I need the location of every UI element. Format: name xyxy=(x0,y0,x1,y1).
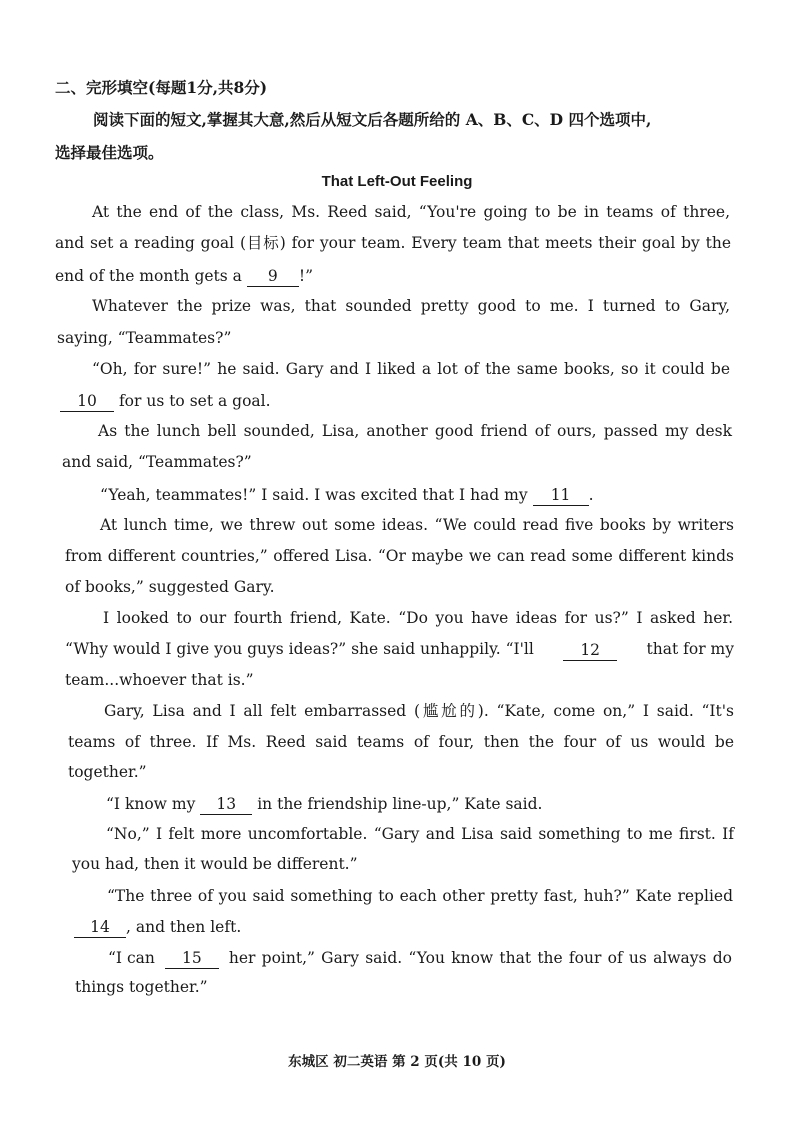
passage-line: team...whoever that is.” xyxy=(65,671,254,689)
passage-line: and said, “Teammates?” xyxy=(62,453,252,471)
section-heading: 二、完形填空(每题1分,共8分) xyxy=(55,78,268,97)
passage-line: At the end of the class, Ms. Reed said, “You're going to be in teams of three, xyxy=(92,203,730,221)
passage-line xyxy=(100,487,594,506)
passage-line xyxy=(74,919,241,938)
passage-line: “No,” I felt more uncomfortable. “Gary and Lisa said something to me first. If xyxy=(106,825,734,843)
passage-text: “Yeah, teammates!” I said. I was excited that I had my xyxy=(100,486,528,504)
passage-line: I looked to our fourth friend, Kate. “Do you have ideas for us?” I asked her. xyxy=(103,609,733,627)
passage-text: , and then left. xyxy=(126,918,242,936)
passage-text: “I know my xyxy=(106,795,196,813)
passage-text: end of the month gets a xyxy=(55,267,242,285)
blank-13[interactable]: 13 xyxy=(200,796,252,815)
passage-text: “I can xyxy=(108,949,155,967)
blank-12[interactable]: 12 xyxy=(563,642,617,661)
page-footer: 东城区 初二英语 第 2 页(共 10 页) xyxy=(288,1054,506,1070)
blank-10[interactable]: 10 xyxy=(60,393,114,412)
passage-line xyxy=(106,796,542,815)
passage-line xyxy=(108,950,732,969)
passage-text: !” xyxy=(298,267,314,285)
passage-line: and set a reading goal (目标) for your team. Every team that meets their goal by the xyxy=(55,234,731,252)
passage-line xyxy=(60,393,271,412)
blank-11[interactable]: 11 xyxy=(533,487,589,506)
passage-text: in the friendship line-up,” Kate said. xyxy=(257,795,543,813)
passage-text: . xyxy=(588,486,594,504)
passage-line: Gary, Lisa and I all felt embarrassed (尴尬的). “Kate, come on,” I said. “It's xyxy=(104,702,734,720)
passage-text: that for my xyxy=(646,640,734,658)
passage-line: As the lunch bell sounded, Lisa, another good friend of ours, passed my desk xyxy=(98,422,732,440)
passage-line: “Oh, for sure!” he said. Gary and I liked a lot of the same books, so it could be xyxy=(92,360,730,378)
passage-line: Whatever the prize was, that sounded pretty good to me. I turned to Gary, xyxy=(92,297,730,315)
passage-line xyxy=(55,268,313,287)
passage-line xyxy=(65,642,734,661)
blank-14[interactable]: 14 xyxy=(74,919,126,938)
instruction-line-2: 选择最佳选项。 xyxy=(55,143,164,162)
blank-15[interactable]: 15 xyxy=(165,950,219,969)
passage-text: “Why would I give you guys ideas?” she said unhappily. “I'll xyxy=(65,640,534,658)
blank-9[interactable]: 9 xyxy=(247,268,299,287)
passage-text: her point,” Gary said. “You know that the four of us always do xyxy=(228,949,732,967)
passage-line: things together.” xyxy=(75,978,208,996)
passage-line: “The three of you said something to each other pretty fast, huh?” Kate replied xyxy=(107,887,733,905)
passage-line: together.” xyxy=(68,763,147,781)
passage-text: for us to set a goal. xyxy=(118,392,271,410)
instruction-line-1: 阅读下面的短文,掌握其大意,然后从短文后各题所给的 A、B、C、D 四个选项中, xyxy=(93,110,652,129)
passage-line: At lunch time, we threw out some ideas. “We could read five books by writers xyxy=(100,516,734,534)
passage-title: That Left-Out Feeling xyxy=(321,173,473,190)
passage-line: from different countries,” offered Lisa. “Or maybe we can read some different kinds xyxy=(65,547,734,565)
passage-line: teams of three. If Ms. Reed said teams of four, then the four of us would be xyxy=(68,733,734,751)
passage-line: of books,” suggested Gary. xyxy=(65,578,275,596)
passage-line: saying, “Teammates?” xyxy=(57,329,232,347)
passage-line: you had, then it would be different.” xyxy=(72,855,358,873)
